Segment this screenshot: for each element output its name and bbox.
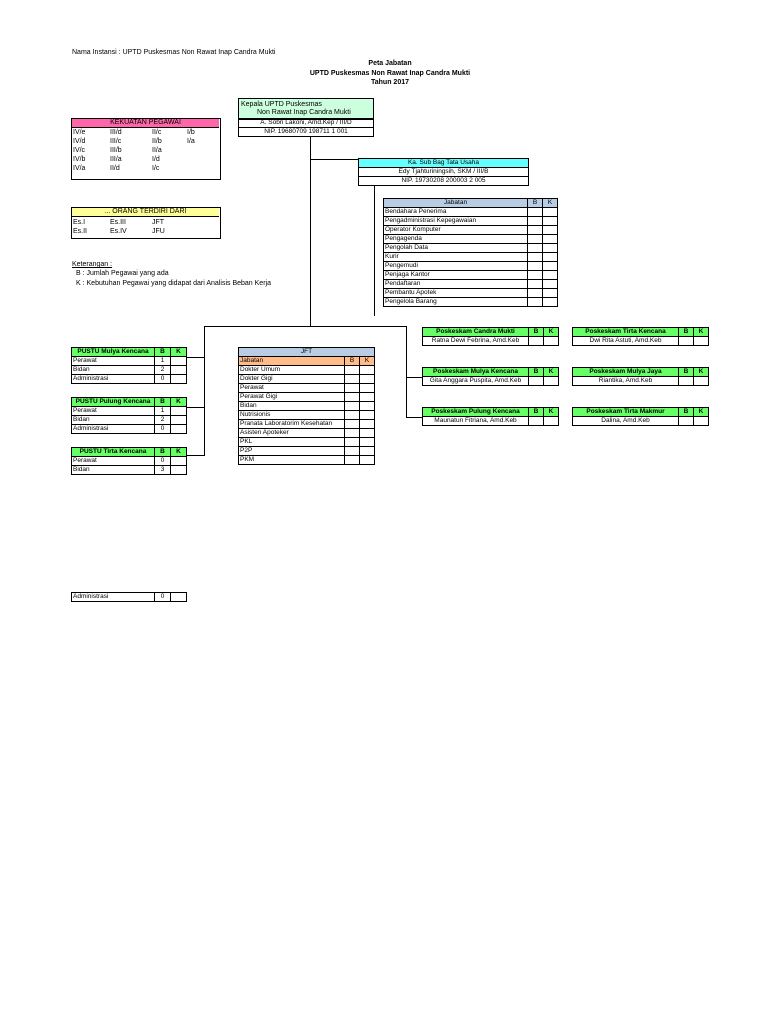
poskeskam-title: Poskeskam Pulung Kencana: [423, 408, 529, 417]
poskeskam-header-row: [573, 408, 709, 417]
pustu-k: [171, 457, 187, 466]
pustu-table: [71, 347, 187, 384]
bottom-administrasi-label: Administrasi: [72, 593, 155, 602]
jft-name: P2P: [239, 447, 345, 456]
pustu-k-header: K: [171, 398, 187, 407]
poskeskam-k-header: K: [694, 368, 709, 377]
jft-k: [360, 393, 375, 402]
poskeskam-name: Maunatun Fitriana, Amd.Keb: [423, 417, 529, 426]
jft-row: [239, 447, 375, 456]
jabatan-tu-k: [543, 280, 558, 289]
kasubbag-name: Edy Tjahturiningsih, SKM / III/B: [359, 168, 529, 177]
jft-name: Pranata Laboratorim Kesehatan: [239, 420, 345, 429]
jft-b: [345, 402, 360, 411]
pustu-b: 0: [155, 457, 171, 466]
pustu-k: [171, 466, 187, 475]
pustu-b: 2: [155, 366, 171, 375]
poskeskam-k-header: K: [694, 408, 709, 417]
jft-name: Perawat Gigi: [239, 393, 345, 402]
pustu-row: [72, 466, 187, 475]
pustu-row: [72, 357, 187, 366]
jabatan-tu-k: [543, 253, 558, 262]
jabatan-tu-b: [528, 226, 543, 235]
pustu-header-row: [72, 398, 187, 407]
pustu-row: [72, 457, 187, 466]
connector-poskeskam-3: [406, 417, 422, 418]
poskeskam-k-header: K: [694, 328, 709, 337]
jabatan-tu-row: [384, 208, 558, 217]
jabatan-tu-k: [543, 235, 558, 244]
kasubbag-table: [358, 158, 529, 186]
pustu-row: [72, 416, 187, 425]
poskeskam-row: [573, 417, 709, 426]
pustu-role: Administrasi: [72, 375, 155, 384]
jabatan-tu-k-header: K: [543, 199, 558, 208]
pustu-k: [171, 416, 187, 425]
jabatan-tu-row: [384, 262, 558, 271]
jabatan-tu-row: [384, 226, 558, 235]
jabatan-tu-name: Penjaga Kantor: [384, 271, 528, 280]
poskeskam-table: [572, 327, 709, 346]
poskeskam-title: Poskeskam Tirta Makmur: [573, 408, 679, 417]
jft-k: [360, 420, 375, 429]
jft-b: [345, 375, 360, 384]
kasubbag-nip: NIP. 19730208 200003 2 005: [359, 177, 529, 186]
poskeskam-k: [544, 417, 559, 426]
jft-k: [360, 366, 375, 375]
jabatan-tu-row: [384, 280, 558, 289]
jabatan-tu-name: Pembantu Apotek: [384, 289, 528, 298]
poskeskam-title: Poskeskam Mulya Kencana: [423, 368, 529, 377]
poskeskam-b-header: B: [679, 328, 694, 337]
jabatan-tu-table: [383, 198, 558, 307]
jabatan-tu-k: [543, 226, 558, 235]
poskeskam-table: [572, 407, 709, 426]
jabatan-tu-name: Bendahara Penerima: [384, 208, 528, 217]
jft-b: [345, 393, 360, 402]
jft-row: [239, 384, 375, 393]
jft-name: Nutrisionis: [239, 411, 345, 420]
pustu-b: 0: [155, 425, 171, 434]
jabatan-tu-name: Pendaftaran: [384, 280, 528, 289]
jabatan-tu-header: Jabatan: [384, 199, 528, 208]
poskeskam-k: [544, 337, 559, 346]
pustu-role: Perawat: [72, 457, 155, 466]
kekuatan-cell: I/c: [152, 165, 160, 172]
pustu-role: Bidan: [72, 416, 155, 425]
jabatan-tu-name: Pengadministrasi Kepegawaian: [384, 217, 528, 226]
poskeskam-b-header: B: [679, 408, 694, 417]
jabatan-tu-b: [528, 253, 543, 262]
bottom-administrasi-table: [71, 592, 187, 602]
poskeskam-k-header: K: [544, 328, 559, 337]
jabatan-tu-row: [384, 271, 558, 280]
kekuatan-cell: III/b: [110, 147, 122, 154]
jabatan-tu-row: [384, 244, 558, 253]
pustu-title: PUSTU Mulya Kencana: [72, 348, 155, 357]
poskeskam-k-header: K: [544, 408, 559, 417]
jft-header: Jabatan: [239, 357, 345, 366]
jft-k: [360, 402, 375, 411]
pustu-role: Administrasi: [72, 425, 155, 434]
pustu-row: [72, 425, 187, 434]
poskeskam-b: [529, 337, 544, 346]
pustu-b: 1: [155, 357, 171, 366]
jabatan-tu-k: [543, 289, 558, 298]
pustu-b: 0: [155, 375, 171, 384]
orang-cell: Es.II: [73, 228, 88, 235]
poskeskam-row: [423, 377, 559, 386]
jabatan-tu-k: [543, 244, 558, 253]
poskeskam-b-header: B: [529, 368, 544, 377]
poskeskam-b: [529, 417, 544, 426]
jabatan-tu-k: [543, 262, 558, 271]
orang-cell: Es.III: [110, 219, 126, 226]
poskeskam-name: Ratna Dewi Febrina, Amd.Keb: [423, 337, 529, 346]
poskeskam-b: [679, 417, 694, 426]
jft-b: [345, 438, 360, 447]
jabatan-tu-row: [384, 253, 558, 262]
jft-row: [239, 402, 375, 411]
poskeskam-title: Poskeskam Tirta Kencana: [573, 328, 679, 337]
keterangan-b: B : Jumlah Pegawai yang ada: [76, 270, 169, 277]
jft-k: [360, 384, 375, 393]
orang-cell: Es.I: [73, 219, 86, 226]
kekuatan-cell: II/b: [152, 138, 162, 145]
kepala-nip: NIP. 19680709 198711 1 001: [239, 128, 374, 137]
poskeskam-header-row: [423, 408, 559, 417]
jft-k: [360, 456, 375, 465]
jft-name: Dokter Gigi: [239, 375, 345, 384]
bottom-administrasi-b: 0: [155, 593, 171, 602]
kekuatan-title: KEKUATAN PEGAWAI: [72, 119, 219, 128]
pustu-role: Perawat: [72, 407, 155, 416]
poskeskam-header-row: [573, 368, 709, 377]
pustu-k: [171, 357, 187, 366]
poskeskam-b: [529, 377, 544, 386]
jabatan-tu-name: Operator Komputer: [384, 226, 528, 235]
poskeskam-row: [573, 377, 709, 386]
jft-row: [239, 456, 375, 465]
pustu-row: [72, 407, 187, 416]
pustu-b: 2: [155, 416, 171, 425]
jabatan-tu-name: Pengelola Barang: [384, 298, 528, 307]
pustu-header-row: [72, 448, 187, 457]
page-year: Tahun 2017: [371, 79, 409, 86]
jabatan-tu-k: [543, 217, 558, 226]
pustu-role: Bidan: [72, 466, 155, 475]
poskeskam-b-header: B: [529, 408, 544, 417]
connector-main-vertical: [310, 137, 311, 327]
pustu-role: Perawat: [72, 357, 155, 366]
jabatan-tu-b: [528, 289, 543, 298]
pustu-title: PUSTU Pulung Kencana: [72, 398, 155, 407]
pustu-table: [71, 397, 187, 434]
pustu-table: [71, 447, 187, 475]
kekuatan-cell: III/a: [110, 156, 122, 163]
poskeskam-table: [422, 367, 559, 386]
jft-name: Bidan: [239, 402, 345, 411]
connector-pustu-3: [186, 455, 204, 456]
jabatan-tu-b: [528, 208, 543, 217]
kekuatan-cell: II/d: [110, 165, 120, 172]
poskeskam-k-header: K: [544, 368, 559, 377]
jabatan-tu-row: [384, 235, 558, 244]
kekuatan-cell: I/b: [187, 129, 195, 136]
kepala-line2: Non Rawat Inap Candra Mukti: [257, 109, 351, 116]
kasubbag-title: Ka. Sub Bag Tata Usaha: [359, 159, 529, 168]
jft-b: [345, 384, 360, 393]
pustu-row: [72, 366, 187, 375]
connector-tu-vertical: [374, 186, 375, 316]
kekuatan-cell: I/a: [187, 138, 195, 145]
jft-b: [345, 411, 360, 420]
poskeskam-b: [679, 337, 694, 346]
poskeskam-k: [544, 377, 559, 386]
jft-b: [345, 366, 360, 375]
jft-b: [345, 429, 360, 438]
poskeskam-b-header: B: [529, 328, 544, 337]
jft-row: [239, 375, 375, 384]
jft-table: [238, 347, 375, 465]
kekuatan-cell: III/c: [110, 138, 122, 145]
kepala-name: A. Sobri Lakoni, Amd.Kep / III/D: [239, 119, 374, 128]
jft-b: [345, 456, 360, 465]
pustu-b-header: B: [155, 398, 171, 407]
jft-b: [345, 447, 360, 456]
jft-title: JFT: [239, 348, 375, 357]
jft-k: [360, 375, 375, 384]
instansi-label: Nama Instansi : UPTD Puskesmas Non Rawat Inap Candra Mukti: [72, 49, 276, 56]
pustu-b-header: B: [155, 348, 171, 357]
orang-cell: Es.IV: [110, 228, 127, 235]
connector-horizontal: [204, 326, 406, 327]
jabatan-tu-b: [528, 217, 543, 226]
jft-row: [239, 429, 375, 438]
pustu-k: [171, 375, 187, 384]
jabatan-tu-b: [528, 235, 543, 244]
poskeskam-name: Dalina, Amd.Keb: [573, 417, 679, 426]
jft-b: [345, 420, 360, 429]
poskeskam-title: Poskeskam Mulya Jaya: [573, 368, 679, 377]
poskeskam-title: Poskeskam Candra Mukti: [423, 328, 529, 337]
kekuatan-cell: IV/e: [73, 129, 86, 136]
jabatan-tu-name: Pengemudi: [384, 262, 528, 271]
jabatan-tu-k: [543, 298, 558, 307]
poskeskam-row: [423, 337, 559, 346]
connector-poskeskam-2: [406, 377, 422, 378]
connector-kasubbag: [310, 159, 358, 160]
kekuatan-cell: IV/a: [73, 165, 86, 172]
keterangan-title: Keterangan :: [72, 261, 113, 268]
jft-k: [360, 429, 375, 438]
poskeskam-k: [694, 377, 709, 386]
kekuatan-cell: II/c: [152, 129, 162, 136]
jabatan-tu-name: Pengagenda: [384, 235, 528, 244]
jft-k: [360, 438, 375, 447]
jft-k: [360, 447, 375, 456]
poskeskam-table: [422, 407, 559, 426]
jabatan-tu-row: [384, 217, 558, 226]
poskeskam-name: Riantika, Amd.Keb: [573, 377, 679, 386]
keterangan-k: K : Kebutuhan Pegawai yang didapat dari Analisis Beban Kerja: [76, 280, 271, 287]
jabatan-tu-row: [384, 289, 558, 298]
jft-name: PKM: [239, 456, 345, 465]
jft-k: [360, 411, 375, 420]
jabatan-tu-b: [528, 271, 543, 280]
page-subtitle: UPTD Puskesmas Non Rawat Inap Candra Mukti: [309, 70, 471, 77]
connector-pustu-1: [186, 357, 204, 358]
jabatan-tu-b: [528, 262, 543, 271]
jabatan-tu-name: Pengolah Data: [384, 244, 528, 253]
pustu-k: [171, 366, 187, 375]
jabatan-tu-b: [528, 244, 543, 253]
jabatan-tu-name: Kurir: [384, 253, 528, 262]
jft-b-header: B: [345, 357, 360, 366]
jft-name: PKL: [239, 438, 345, 447]
poskeskam-row: [423, 417, 559, 426]
jft-row: [239, 420, 375, 429]
jft-name: Asisten Apoteker: [239, 429, 345, 438]
jft-name: Dokter Umum: [239, 366, 345, 375]
kekuatan-cell: III/d: [110, 129, 122, 136]
kekuatan-cell: IV/c: [73, 147, 86, 154]
connector-poskeskam-vertical: [406, 326, 407, 418]
orang-title: ... ORANG TERDIRI DARI: [72, 208, 219, 217]
pustu-b: 1: [155, 407, 171, 416]
page-title: Peta Jabatan: [368, 60, 412, 67]
pustu-b-header: B: [155, 448, 171, 457]
jabatan-tu-k: [543, 271, 558, 280]
poskeskam-header-row: [573, 328, 709, 337]
kepala-detail-table: [238, 118, 374, 137]
pustu-role: Bidan: [72, 366, 155, 375]
poskeskam-name: Dwi Rita Astuti, Amd.Keb: [573, 337, 679, 346]
jabatan-tu-b: [528, 280, 543, 289]
connector-pustu-vertical: [204, 326, 205, 456]
kekuatan-cell: IV/b: [73, 156, 86, 163]
jft-k-header: K: [360, 357, 375, 366]
jft-row: [239, 411, 375, 420]
poskeskam-header-row: [423, 368, 559, 377]
jft-name: Perawat: [239, 384, 345, 393]
bottom-administrasi-k: [171, 593, 187, 602]
jft-row: [239, 366, 375, 375]
jabatan-tu-b: [528, 298, 543, 307]
jft-row: [239, 438, 375, 447]
poskeskam-k: [694, 337, 709, 346]
poskeskam-name: Gita Anggara Puspita, Amd.Keb: [423, 377, 529, 386]
poskeskam-header-row: [423, 328, 559, 337]
connector-pustu-2: [186, 407, 204, 408]
pustu-row: [72, 375, 187, 384]
pustu-k: [171, 407, 187, 416]
pustu-title: PUSTU Tirta Kencana: [72, 448, 155, 457]
poskeskam-table: [572, 367, 709, 386]
poskeskam-b: [679, 377, 694, 386]
poskeskam-table: [422, 327, 559, 346]
jft-row: [239, 393, 375, 402]
poskeskam-b-header: B: [679, 368, 694, 377]
poskeskam-row: [573, 337, 709, 346]
kekuatan-cell: II/a: [152, 147, 162, 154]
pustu-b: 3: [155, 466, 171, 475]
poskeskam-k: [694, 417, 709, 426]
jabatan-tu-b-header: B: [528, 199, 543, 208]
jabatan-tu-k: [543, 208, 558, 217]
pustu-header-row: [72, 348, 187, 357]
orang-cell: JFT: [152, 219, 165, 226]
jabatan-tu-row: [384, 298, 558, 307]
kekuatan-cell: I/d: [152, 156, 160, 163]
kekuatan-cell: IV/d: [73, 138, 86, 145]
pustu-k: [171, 425, 187, 434]
orang-cell: JFU: [152, 228, 165, 235]
kepala-line1: Kepala UPTD Puskesmas: [241, 101, 322, 108]
pustu-k-header: K: [171, 348, 187, 357]
kepala-title-box: [238, 98, 374, 120]
pustu-k-header: K: [171, 448, 187, 457]
